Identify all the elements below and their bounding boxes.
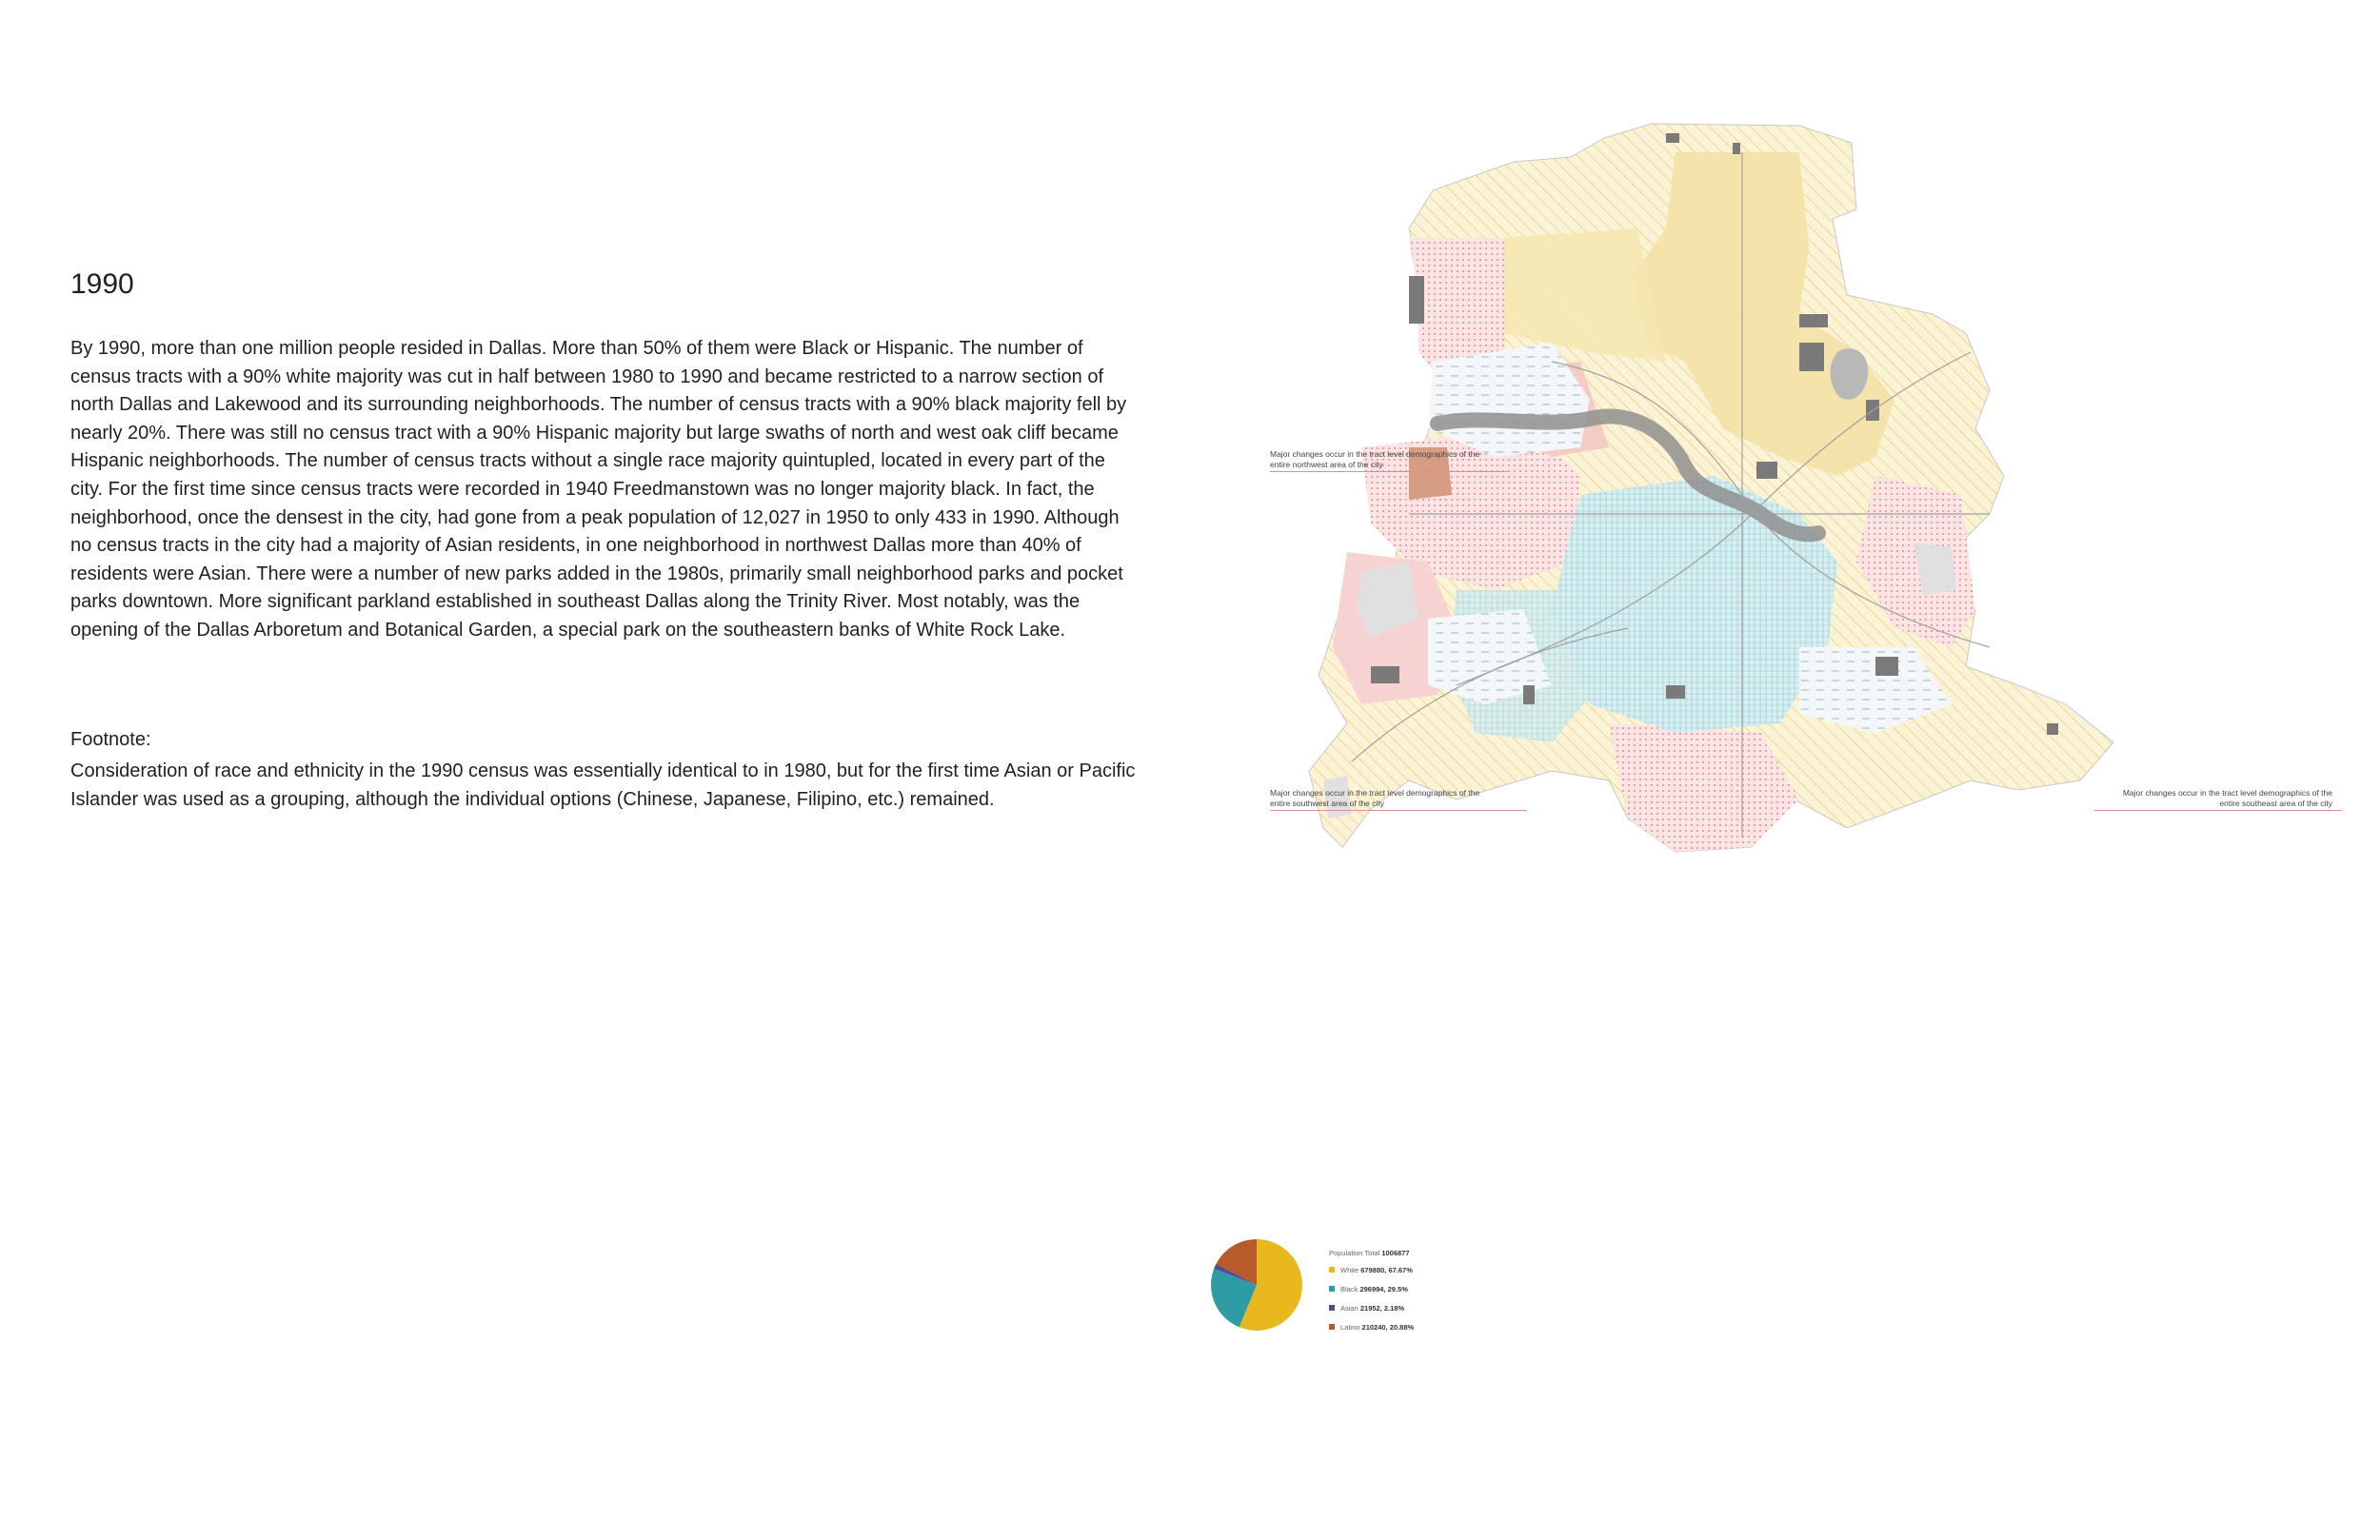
park-9 (1666, 685, 1685, 699)
park-1 (1666, 133, 1679, 143)
annotation-southwest-line (1270, 810, 1527, 811)
legend-title (1329, 1249, 1414, 1257)
body-text: By 1990, more than one million people resided in Dallas. More than 50% of them were Black or Hispanic. The number of census tracts with a 90% white majority was cut in half between 1980 to 1990 and became restricted to a narrow section of north Dallas and Lakewood and its surrounding neighborhoods. The number of census tracts with a 90% black majority fell by nearly 20%. There was still no census tract with a 90% Hispanic majority but large swaths of north and west oak cliff became Hispanic neighborhoods. The number of census tracts without a single race majority quintupled, located in every part of the city. For the first time since census tracts were recorded in 1940 Freedmanstown was no longer majority black. In fact, the neighborhood, once the densest in the city, had gone from a peak population of 12,027 in 1950 to only 433 in 1990. Although no census tracts in the city had a majority of Asian residents, in one neighborhood in northwest Dallas more than 40% of residents were Asian. There were a number of new parks added in the 1980s, primarily small neighborhood parks and pocket parks downtown. More significant parkland established in southeast Dallas along the Trinity River. Most notably, was the opening of the Dallas Arboretum and Botanical Garden, a special park on the southeastern banks of White Rock Lake. (70, 338, 1127, 641)
park-8 (1799, 343, 1824, 371)
legend-row-black (1329, 1282, 1414, 1295)
legend-row-white (1329, 1263, 1414, 1276)
legend-swatch-asian (1329, 1305, 1335, 1311)
legend-row-latino (1329, 1320, 1414, 1333)
legend-value-white: 679880, 67.67% (1360, 1265, 1413, 1274)
population-pie-chart (1209, 1237, 1304, 1333)
map-svg (1266, 114, 2361, 1171)
annotation-northwest: Major changes occur in the tract level demographics of the entire northwest area of the city (1270, 449, 1480, 469)
legend-name-white: White (1340, 1265, 1359, 1274)
park-7 (1875, 657, 1898, 676)
pie-slices (1211, 1239, 1302, 1331)
park-3 (1409, 276, 1424, 324)
park-10 (2047, 723, 2058, 735)
legend-title-label: Population Total (1329, 1249, 1380, 1257)
park-4 (1799, 314, 1828, 327)
legend-name-black: Black (1340, 1284, 1359, 1293)
legend-swatch-white (1329, 1267, 1335, 1273)
annotation-southeast-line (2094, 810, 2342, 811)
park-6 (1371, 666, 1399, 683)
annotation-southwest: Major changes occur in the tract level demographics of the entire southwest area of the city (1270, 788, 1480, 808)
legend-value-latino: 210240, 20.88% (1361, 1322, 1415, 1332)
park-2 (1733, 143, 1740, 154)
pie-legend (1329, 1249, 1414, 1339)
park-11 (1756, 462, 1777, 479)
annotation-southeast: Major changes occur in the tract level demographics of the entire southeast area of the city (2122, 788, 2332, 808)
footnote-title: Footnote: (70, 729, 151, 750)
legend-name-latino: Latino (1340, 1322, 1360, 1332)
footnote-text: Consideration of race and ethnicity in the 1990 census was essentially identical to in 1980, but for the first time Asian or Pacific Islander was used as a grouping, although the individual options (Chinese, Japanese, Filipino, etc.) remained. (70, 760, 1136, 810)
legend-value-black: 296994, 29.5% (1359, 1284, 1408, 1293)
legend-swatch-latino (1329, 1324, 1335, 1330)
legend-row-asian (1329, 1301, 1414, 1314)
legend-name-asian: Asian (1340, 1303, 1359, 1313)
legend-title-total: 1006877 (1381, 1249, 1410, 1257)
park-12 (1523, 685, 1535, 704)
dallas-census-map (1266, 114, 2361, 1171)
page-title: 1990 (70, 268, 134, 300)
annotation-northwest-line (1270, 471, 1508, 472)
legend-swatch-black (1329, 1286, 1335, 1292)
legend-value-asian: 21952, 2.18% (1359, 1303, 1405, 1313)
